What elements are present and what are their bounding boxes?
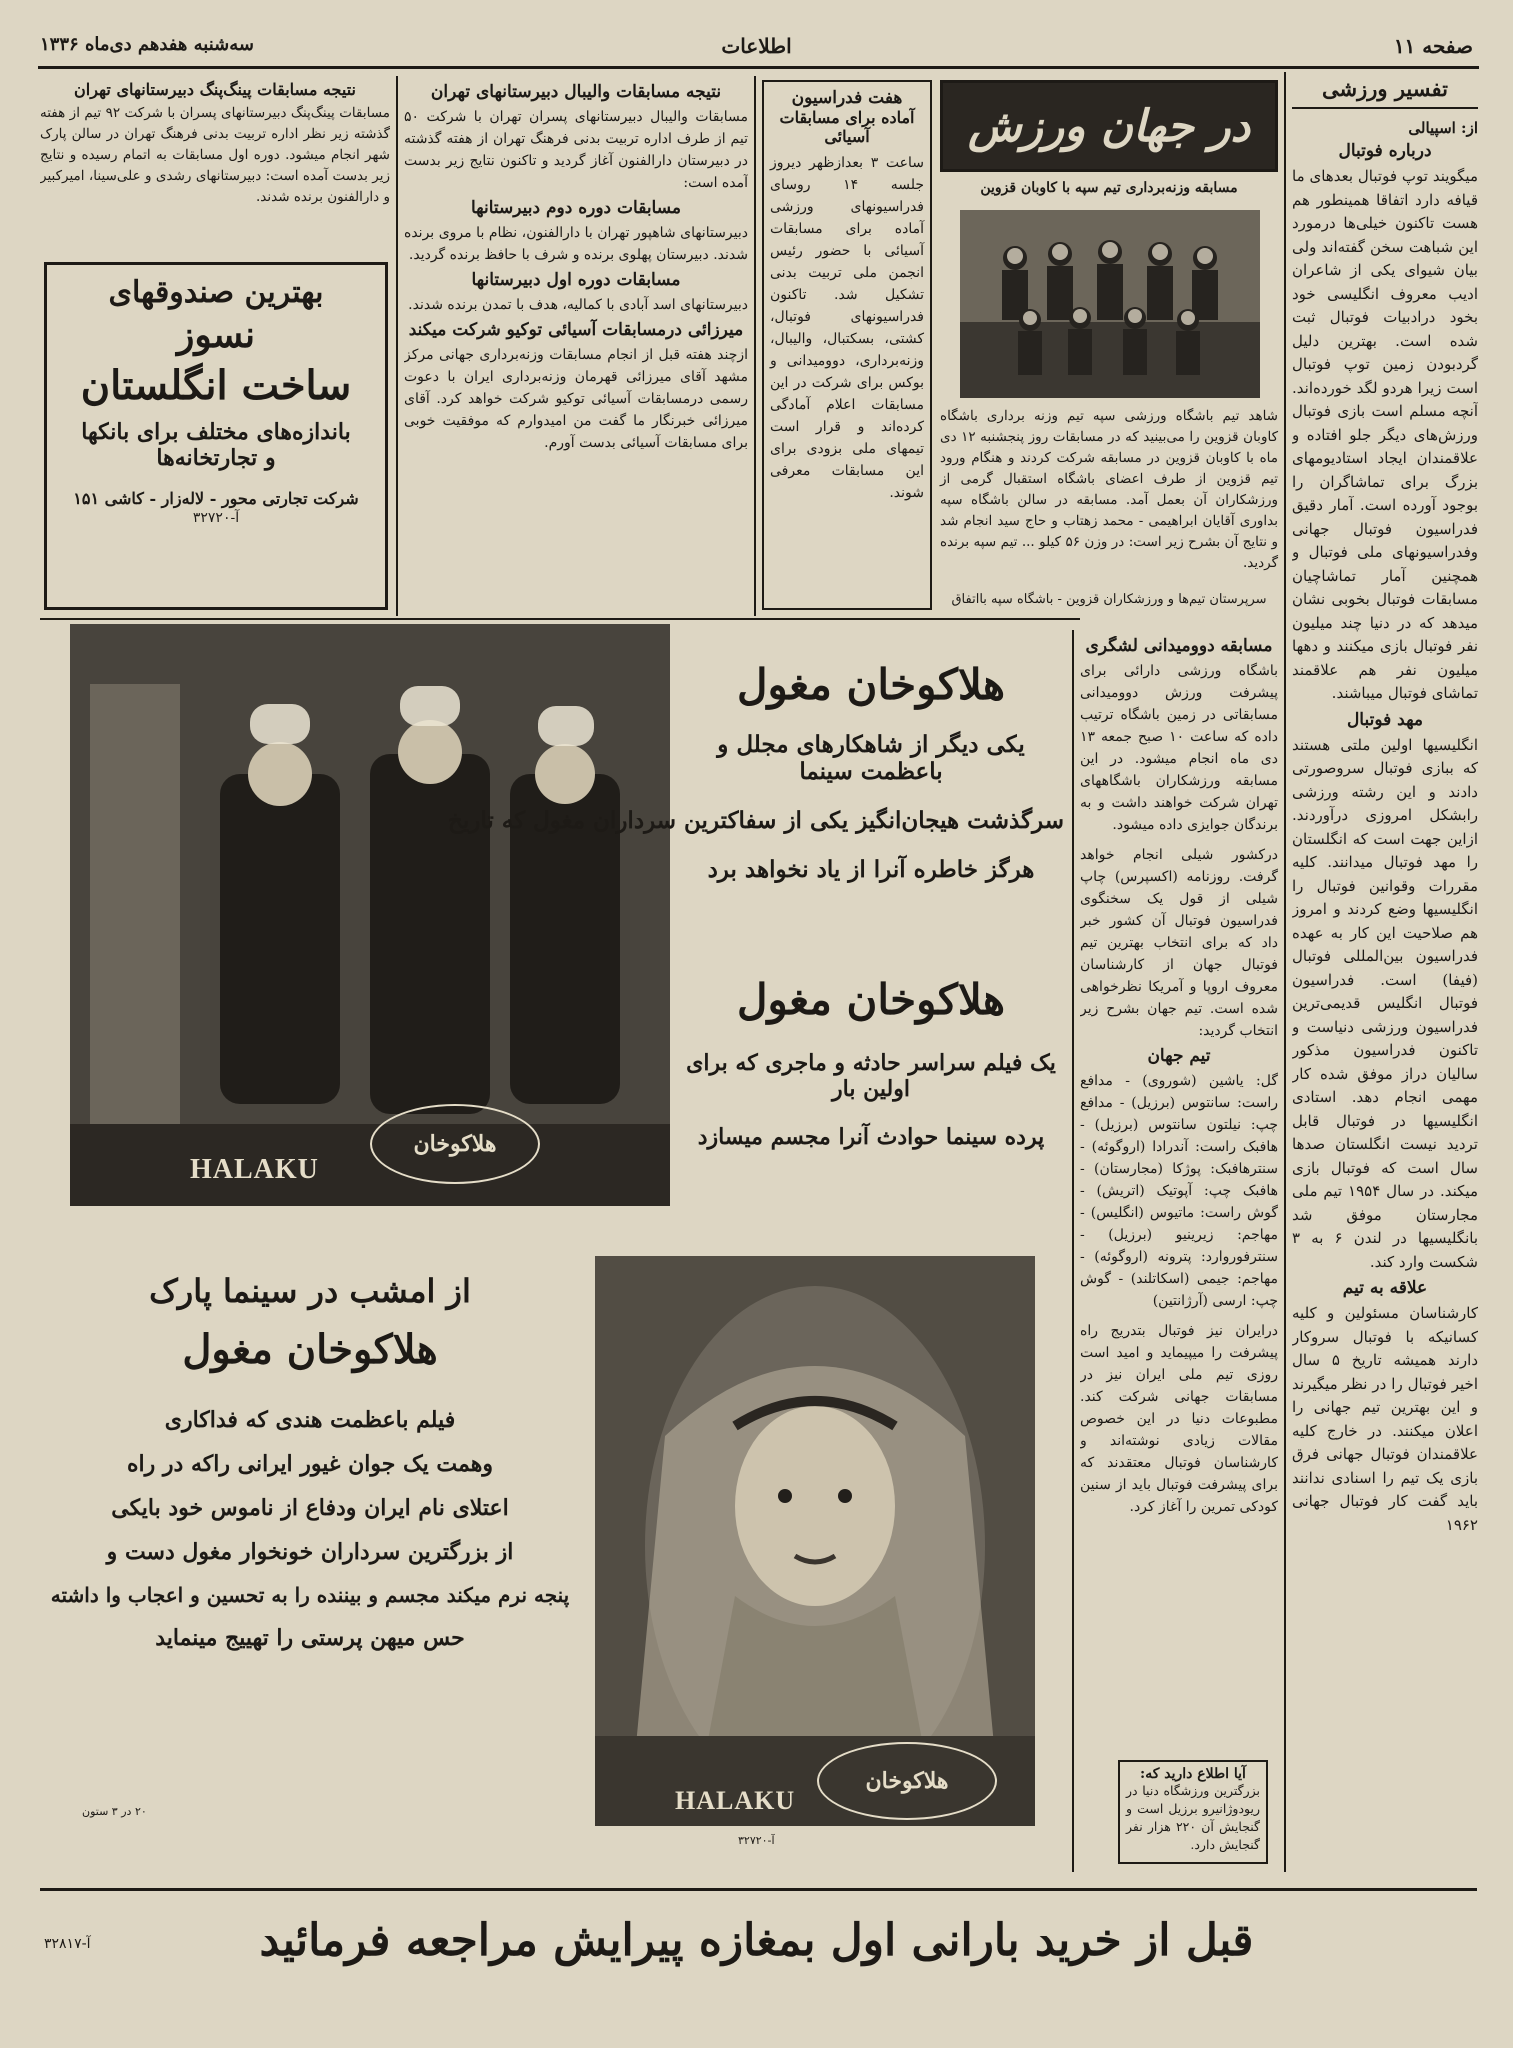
volleyball-sub-1-body: دبیرستانهای شاهپور تهران با دارالفنون، نظام با مروی برنده شدند. دبیرستان پهلوی برنده و شرف با حافظ برنده گردید. [404, 225, 748, 263]
film-title-3: هلاکوخان مغول [182, 1326, 438, 1373]
federation-subtitle: آماده برای مسابقات آسیائی [779, 108, 915, 146]
sports-masthead: در جهان ورزش [940, 80, 1278, 172]
page-number: صفحه ۱۱ [1393, 34, 1473, 58]
pingpong-column [40, 80, 390, 250]
volleyball-sub-3: میرزائی درمسابقات آسیائی توکیو شرکت میکند [408, 320, 744, 340]
film-line-4: یک فیلم سراسر حادثه و ماجری که برای اولین بار [686, 1050, 1056, 1102]
tafsir-heading: درباره فوتبال [1338, 141, 1432, 161]
halaku-logo-2: هلاکوخان [817, 1742, 997, 1820]
tafsir-title: تفسیر ورزشی [1322, 76, 1448, 101]
halaku-logo-1: هلاکوخان [370, 1104, 540, 1184]
tafsir-heading-3: علاقه به تیم [1342, 1278, 1428, 1298]
halaku-latin-logo-2: HALAKU [675, 1786, 796, 1815]
safe-ad-line-2: نسوز [176, 314, 256, 356]
film-title-2: هلاکوخان مغول [736, 975, 1006, 1024]
ad-size-mark: ۲۰ در ۳ ستون [82, 1805, 147, 1818]
tafsir-source: از: اسپیالی [1408, 119, 1478, 137]
volleyball-sub-1: مسابقات دوره دوم دبیرستانها [470, 198, 682, 218]
volleyball-column [404, 82, 748, 612]
athletics-title: مسابقه دوومیدانی لشگری [1085, 636, 1273, 656]
safe-ad-line-1: بهترین صندوقهای [108, 275, 324, 310]
safe-ad-line-5: و تجارتخانه‌ها [156, 445, 276, 471]
actress-photo-art [595, 1256, 1035, 1826]
film-line-5: پرده سینما حوادث آنرا مجسم میسازد [697, 1124, 1045, 1150]
film-para-2: وهمت یک جوان غیور ایرانی راکه در راه [127, 1451, 493, 1477]
volleyball-sub-2: مسابقات دوره اول دبیرستانها [471, 270, 681, 290]
athletics-body-3: درایران نیز فوتبال بتدریج راه پیشرفت را میپیماید و امید است روزی تیم ملی ایران نیز در مسابقات جهانی شرکت کند. مطبوعات دنیا در این خصوص مقالات زیادی نوشته‌اند و کارشناسان فوتبال معتقدند که برای پیشرفت فوتبال باید از سنین کودکی تمرین را آغاز کرد. [1080, 1323, 1278, 1515]
safe-ad-line-3: ساخت انگلستان [80, 362, 352, 409]
weightlifting-team-photo [960, 210, 1260, 398]
photo-caption-foot: سرپرستان تیم‌ها و ورزشکاران قزوین - باشگاه سپه بااتفاق [951, 592, 1267, 607]
upper-band-rule [40, 618, 1080, 620]
federation-title: هفت فدراسیون [791, 88, 903, 108]
film-para-3: اعتلای نام ایران ودفاع از ناموس خود بایکی [111, 1495, 509, 1521]
volleyball-body: مسابقات والیبال دبیرستانهای پسران تهران با شرکت ۵۰ تیم از طرف اداره تربیت بدنی فرهنگ تهران از هفته گذشته در دبیرستان دارالفنون آغاز گردید و تاکنون نتایج زیر بدست آمده است: [404, 109, 748, 191]
volleyball-sub-2-body: دبیرستانهای اسد آبادی با کمالیه، هدف با تمدن برنده شدند. [408, 297, 748, 313]
notice-box [1118, 1760, 1268, 1864]
athletics-body: باشگاه ورزشی دارائی برای پیشرفت ورزش دوومیدانی مسابقاتی در زمین باشگاه ترتیب داده که ساعت ۱۰ صبح جمعه ۱۳ دی ماه انجام میشود. در این مسابقه ورزشکاران باشگاههای تهران شرکت خواهند داشت و به برندگان جوایزی داده میشود. [1080, 663, 1278, 833]
athletics-body-2: درکشور شیلی انجام خواهد گرفت. روزنامه (اکسپرس) چاپ شیلی از قول یک سخنگوی فدراسیون فوتبال آن کشور خبر داد که برای انتخاب بهترین تیم فوتبال جهان از کارشناسان معروف اروپا و آمریکا نظرخواهی شده است. تیم جهان بشرح زیر انتخاب گردید: [1080, 847, 1278, 1039]
sports-section [940, 80, 1278, 620]
federation-box [762, 80, 932, 610]
federation-body: ساعت ۳ بعدازظهر دیروز جلسه ۱۴ روسای فدراسیونهای ورزشی آماده برای مسابقات آسیائی با حضور رئیس انجمن ملی تربیت بدنی تشکیل شد. تاکنون فدراسیونهای فوتبال، کشتی، بسکتبال، والیبال، وزنه‌برداری، دوومیدانی و بوکس برای شرکت در این مسابقات اعلام آمادگی کرده‌اند و قرار است تیمهای ملی بزودی برای این مسابقات معرفی شوند. [770, 155, 925, 501]
film-ad-code: آ-۳۲۷۲۰ [738, 1834, 775, 1847]
world-team-list: گل: یاشین (شوروی) - مدافع راست: سانتوس (برزیل) - مدافع چپ: نیلتون سانتوس (برزیل) - هافبک راست: آندرادا (اروگوئه) - سنترهافبک: پوژکا (مجارستان) - هافبک چپ: آپوتیک (اتریش) - گوش راست: ماتیوس (انگلیس) - مهاجم: زیرینیو (برزیل) - سنترفوروارد: پترونه (اروگوئه) - مهاجم: جیمی (اسکاتلند) - گوش چپ: ارسی (آرژانتین) [1080, 1073, 1278, 1309]
film-para-5: پنجه نرم میکند مجسم و بیننده را به تحسین و اعجاب وا داشته [50, 1583, 570, 1607]
actress-photo [595, 1256, 1035, 1826]
tonight-cinema-park: از امشب در سینما پارک [149, 1272, 471, 1310]
film-still-photo [70, 624, 670, 1206]
film-para-4: از بزرگترین سرداران خونخوار مغول دست و [106, 1539, 514, 1565]
safe-ad-line-4: باندازه‌های مختلف برای بانکها [81, 419, 351, 445]
safe-ad-company: شرکت تجارتی محور - لاله‌زار - کاشی ۱۵۱ [73, 489, 359, 508]
col-divider [1072, 630, 1074, 1872]
col-divider [396, 76, 398, 616]
tafsir-heading-2: مهد فوتبال [1346, 709, 1424, 730]
photo-caption-body: شاهد تیم باشگاه ورزشی سپه تیم وزنه برداری باشگاه کاوبان قزوین را می‌بینید که در مسابقات روز پنجشنبه ۱۲ دی ماه با کاوبان قزوین در مسابقه شرکت کردند و هنگام ورود تیم قزوین از طرف اعضای باشگاه استقبال گرمی از ورزشکاران آن بعمل آمد. مسابقه در سالن باشگاه سپه بداوری آقایان ابراهیمی - محمد زهتاب و حاج سید انجام شد و نتایج آن بشرح زیر است: در وزن ۵۶ کیلو ... تیم سپه برنده گردید. [940, 408, 1278, 571]
film-line-3: هرگز خاطره آنرا از یاد نخواهد برد [707, 856, 1035, 883]
pingpong-title: نتیجه مسابقات پینگ‌پنگ دبیرستانهای تهران [74, 80, 356, 99]
tafsir-body-3: کارشناسان مسئولین و کلیه کسانیکه با فوتبال سروکار دارند همیشه تاریخ ۵ سال اخیر فوتبال را در نظر میگیرند و این بهترین تیم جهانی را اعلان میکنند. در خارج کلیه علاقمندان فوتبال جهانی فرق بازی یک تیم را اسنادی ندانند باید گفت کار فوتبال جهانی ۱۹۶۲ [1292, 1304, 1478, 1534]
footer-code: آ-۳۲۸۱۷ [44, 1936, 91, 1952]
film-still-art [70, 624, 670, 1206]
footer-rule [40, 1888, 1477, 1891]
volleyball-title: نتیجه مسابقات والیبال دبیرستانهای تهران [430, 82, 722, 102]
tafsir-column [1292, 76, 1478, 1868]
film-para-1: فیلم باعظمت هندی که فداکاری [164, 1407, 456, 1433]
footer-banner: قبل از خرید بارانی اول بمغازه پیرایش مراجعه فرمائید [259, 1914, 1254, 1966]
athletics-column [1080, 636, 1278, 1868]
issue-date: سه‌شنبه هفدهم دی‌ماه ۱۳۳۶ [40, 34, 254, 55]
volleyball-sub-3-body: ازچند هفته قبل از انجام مسابقات وزنه‌برداری جهانی مرکز مشهد آقای میرزائی قهرمان وزنه‌برداری ایران با دعوت رسمی درمسابقات آسیائی توکیو شرکت خواهد کرد. آقای میرزائی خبرنگار ما گفت من امیدوارم که موفقیت خوبی برای مسابقات آسیائی بدست آورم. [404, 347, 748, 451]
world-team-title: تیم جهان [1147, 1046, 1211, 1066]
col-divider [754, 76, 756, 616]
tafsir-body: میگویند توپ فوتبال بعدهای ما قیافه دارد اتفاقا همینطور هم هست تاکنون خیلی‌ها درمورد این شباهت سخن گفته‌اند ولی بیان شیوای یکی از شاعران ادیب معروف انگلیسی خود بخود درادبیات فوتبال ثبت شده است. بهترین دلیل گردبودن زمین توپ فوتبال است زیرا هردو لگد خورده‌اند. آنچه مسلم است بازی فوتبال ورزش‌های دیگر جلو افتاده و علاقمندان ایجاد استادیومهای بزرگ برای تماشاگران را بوجود آورده است. آمار دقیق فدراسیون فوتبال جهانی وفدراسیونهای ملی فوتبال و همچنین آمار تماشاچیان مسابقات فوتبال بخوبی نشان میدهد که در دنیا چند میلیون نفر فوتبال بازی میکنند و دهها میلیون نفر هم علاقمند تماشای فوتبال میباشند. [1292, 167, 1478, 702]
pingpong-body: مسابقات پینگ‌پنگ دبیرستانهای پسران با شرکت ۹۲ تیم از هفته گذشته زیر نظر اداره تربیت بدنی فرهنگ تهران در سالن پارک شهر انجام میشود. دوره اول مسابقات به اتمام رسیده و نتایج زیر بدست آمده است: دبیرستانهای رشدی و علی‌سینا، امیرکبیر و دارالفنون برنده شدند. [40, 105, 390, 205]
paper-name: اطلاعات [721, 34, 792, 58]
film-line-1: یکی دیگر از شاهکارهای مجلل و باعظمت سینما [717, 731, 1025, 785]
photo-caption-title: مسابقه وزنه‌برداری تیم سپه با کاوبان قزوین [980, 180, 1238, 196]
notice-body: بزرگترین ورزشگاه دنیا در ریودوژانیرو برزیل است و گنجایش آن ۲۲۰ هزار نفر گنجایش دارد. [1126, 1783, 1260, 1852]
tafsir-body-2: انگلیسیها اولین ملتی هستند که ببازی فوتبال سروصورتی دادند و این رشته ورزشی رابشکل امروزی درآوردند. ازاین جهت است که انگلستان را مهد فوتبال میدانند. کلیه مقررات وقوانین فوتبال را انگلیسیها وضع کردند و امروز هم صلاحیت این کار به عهده فدراسیون بین‌المللی فوتبال (فیفا) است. فدراسیون فوتبال انگلیس قدیمی‌ترین فدراسیون ورزشی دنیاست و تاکنون فدراسیون مذکور سالیان دراز موفق شده کار مهمی انجام دهد. استادی انگلیسیها در فوتبال قابل تردید نیست انگلستان صدها سال است که فوتبال بازی میکند. در سال ۱۹۵۴ تیم ملی مجارستان موفق شد بانگلیسیها در لندن ۶ به ۳ شکست وارد کند. [1292, 735, 1478, 1271]
film-title-1: هلاکوخان مغول [736, 660, 1006, 709]
safe-ad-code: آ-۳۲۷۲۰ [192, 510, 240, 526]
safe-ad [44, 262, 388, 610]
film-line-2: سرگذشت هیجان‌انگیز یکی از سفاکترین سرداران مغول که تاریخ [447, 807, 1065, 834]
team-photo-art [960, 210, 1260, 398]
header-rule [38, 66, 1479, 69]
film-ad-lower [40, 1272, 580, 1792]
film-ad-upper [447, 660, 1066, 1190]
halaku-latin-logo-1: HALAKU [190, 1154, 319, 1185]
notice-title: آیا اطلاع دارید که: [1140, 1766, 1246, 1782]
col-divider [1284, 72, 1286, 1872]
film-para-6: حس میهن پرستی را تهییج مینماید [155, 1625, 465, 1651]
